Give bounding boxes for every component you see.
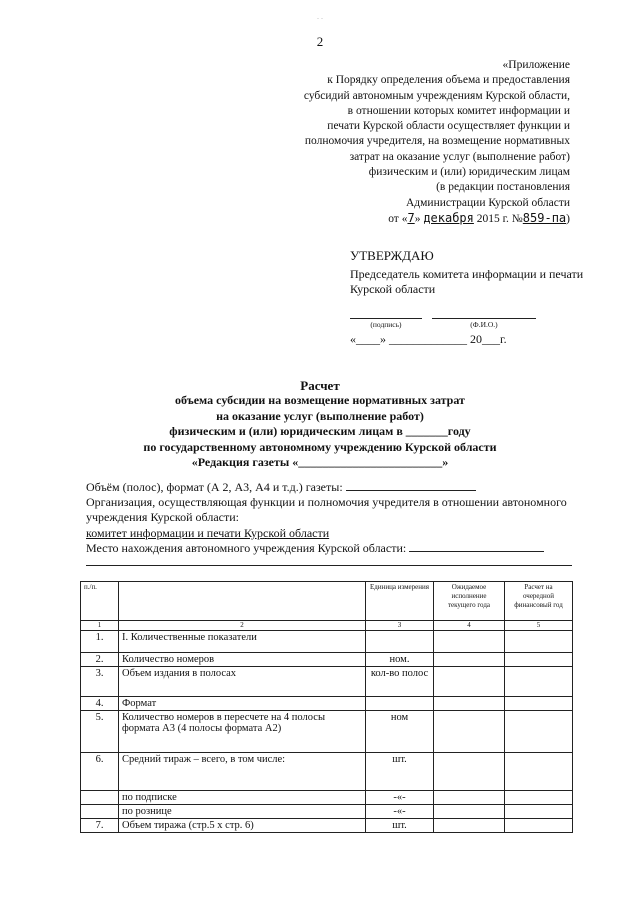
heading-line: объема субсидии на возмещение нормативных затрат — [175, 393, 465, 408]
row-current — [434, 653, 505, 667]
signature-line — [350, 318, 422, 319]
appendix-line: в отношении которых комитет информации и — [347, 104, 570, 117]
table-row — [81, 653, 573, 667]
row-unit: ном — [366, 711, 434, 753]
header-next-year: Расчет на очередной финансовый год — [505, 582, 573, 621]
row-next — [505, 631, 573, 653]
info-fields — [86, 480, 586, 566]
table-row — [81, 697, 573, 711]
appendix-line: полномочия учредителя, на возмещение нормативных — [304, 135, 570, 148]
appendix-line: Администрации Курской области — [406, 196, 570, 209]
col-number: 5 — [505, 621, 573, 631]
row-unit: шт. — [366, 819, 434, 833]
location-blank-line — [86, 556, 572, 566]
row-name: Количество номеров в пересчете на 4 полосы формата А3 (4 полосы формата А2) — [119, 711, 366, 753]
row-current — [434, 697, 505, 711]
row-next — [505, 805, 573, 819]
location-blank — [409, 541, 544, 552]
row-name: по подписке — [119, 791, 366, 805]
row-unit: -«- — [366, 805, 434, 819]
scan-specks: . . — [317, 12, 323, 21]
table-row — [81, 631, 573, 653]
row-next — [505, 667, 573, 697]
row-next — [505, 697, 573, 711]
signature-caption: (подпись) — [370, 320, 402, 329]
row-unit — [366, 697, 434, 711]
row-no: 2. — [81, 653, 119, 667]
row-no: 5. — [81, 711, 119, 753]
row-name: Объем издания в полосах — [119, 667, 366, 697]
row-unit — [366, 631, 434, 653]
row-current — [434, 753, 505, 791]
approval-block — [350, 248, 590, 297]
table-row — [81, 711, 573, 753]
calculation-table — [80, 581, 573, 833]
row-next — [505, 653, 573, 667]
row-no — [81, 805, 119, 819]
date-suffix: ) — [566, 212, 570, 225]
table-numbers-row — [81, 621, 573, 631]
heading-line: по государственному автономному учреждению Курской области — [143, 439, 497, 454]
table-row — [81, 791, 573, 805]
row-next — [505, 753, 573, 791]
document-heading — [0, 378, 640, 470]
row-no: 1. — [81, 631, 119, 653]
date-month: декабря — [423, 210, 474, 225]
org-value: комитет информации и печати Курской области — [86, 525, 330, 540]
location-label: Место нахождения автономного учреждения Курской области: — [86, 540, 407, 555]
appendix-line: печати Курской области осуществляет функции и — [327, 120, 570, 133]
appendix-line: затрат на оказание услуг (выполнение работ) — [349, 150, 570, 163]
row-current — [434, 631, 505, 653]
row-no: 4. — [81, 697, 119, 711]
heading-title: Расчет — [300, 378, 340, 393]
row-name: по рознице — [119, 805, 366, 819]
appendix-line: к Порядку определения объема и предоставления — [327, 74, 570, 87]
org-label: Организация, осуществляющая функции и полномочия учредителя в отношении автономного учреждения Курской области: — [86, 495, 567, 525]
row-current — [434, 667, 505, 697]
date-year: 2015 г. № — [476, 212, 523, 225]
row-unit: ном. — [366, 653, 434, 667]
location-field — [86, 541, 586, 556]
volume-field — [86, 480, 586, 495]
header-unit: Единица измерения — [366, 582, 434, 621]
date-day: 7 — [407, 210, 415, 225]
row-name: I. Количественные показатели — [119, 631, 366, 653]
heading-line: на оказание услуг (выполнение работ) — [216, 408, 424, 423]
header-current-year: Ожидаемое исполнение текущего года — [434, 582, 505, 621]
col-number: 1 — [81, 621, 119, 631]
row-name: Средний тираж – всего, в том числе: — [119, 753, 366, 791]
row-unit: кол-во полос — [366, 667, 434, 697]
col-number: 2 — [119, 621, 366, 631]
row-name: Формат — [119, 697, 366, 711]
name-line — [432, 318, 536, 319]
row-current — [434, 805, 505, 819]
col-number: 4 — [434, 621, 505, 631]
row-unit: шт. — [366, 753, 434, 791]
row-unit: -«- — [366, 791, 434, 805]
table-row — [81, 667, 573, 697]
row-current — [434, 819, 505, 833]
row-next — [505, 711, 573, 753]
row-no: 7. — [81, 819, 119, 833]
table-row — [81, 819, 573, 833]
row-name: Количество номеров — [119, 653, 366, 667]
page-number: 2 — [316, 34, 324, 49]
table-header-row — [81, 582, 573, 621]
heading-line: «Редакция газеты «________________________» — [191, 455, 449, 470]
row-no — [81, 791, 119, 805]
table-row — [81, 805, 573, 819]
row-name: Объем тиража (стр.5 х стр. 6) — [119, 819, 366, 833]
volume-blank — [346, 480, 476, 491]
approval-date: «____» _____________ 20___г. — [350, 332, 507, 346]
appendix-line: (в редакции постановления — [436, 181, 570, 194]
header-no: п./п. — [81, 582, 119, 621]
row-current — [434, 791, 505, 805]
appendix-line: физическим и (или) юридическим лицам — [368, 166, 570, 179]
header-name — [119, 582, 366, 621]
name-caption: (Ф.И.О.) — [470, 320, 498, 329]
row-next — [505, 819, 573, 833]
col-number: 3 — [366, 621, 434, 631]
table-row — [81, 753, 573, 791]
approval-position: Председатель комитета информации и печати Курской области — [350, 267, 584, 296]
row-next — [505, 791, 573, 805]
appendix-line: «Приложение — [502, 59, 570, 71]
approval-title: УТВЕРЖДАЮ — [350, 248, 434, 263]
heading-line: физическим и (или) юридическим лицам в _______году — [169, 424, 471, 439]
volume-label: Объём (полос), формат (А 2, А3, А4 и т.д.) газеты: — [86, 480, 343, 494]
date-number: 859-па — [522, 210, 567, 225]
appendix-date-line: от «7» декабря 2015 г. №859-па) — [388, 210, 570, 225]
appendix-line: субсидий автономным учреждениям Курской области, — [303, 89, 570, 102]
row-no: 3. — [81, 667, 119, 697]
date-prefix: от « — [388, 212, 408, 225]
row-no: 6. — [81, 753, 119, 791]
row-current — [434, 711, 505, 753]
appendix-note — [230, 58, 570, 227]
